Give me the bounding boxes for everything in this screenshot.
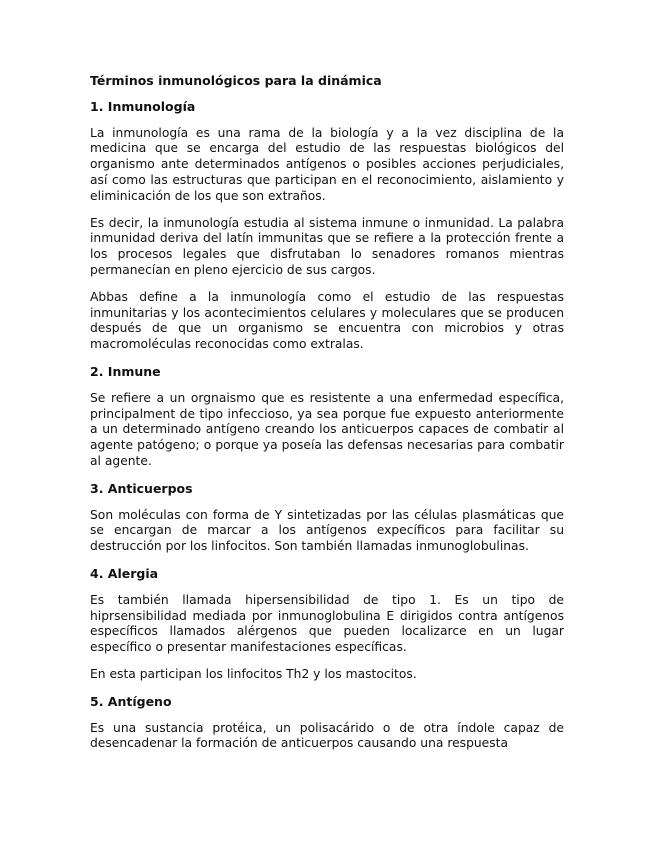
section-alergia xyxy=(90,566,564,683)
paragraph: Es también llamada hipersensibilidad de tipo 1. Es un tipo de hiprsensibilidad mediada por inmunoglobulina E dirigidos contra antígenos específicos llamados alérgenos que pueden localizarce en un lugar específico o presentar manifestaciones específicas. xyxy=(90,592,564,655)
section-heading: 3. Anticuerpos xyxy=(90,480,193,496)
section-heading: 4. Alergia xyxy=(90,565,159,581)
section-inmunologia xyxy=(90,99,564,353)
document-page xyxy=(90,73,564,752)
paragraph: Abbas define a la inmunología como el estudio de las respuestas inmunitarias y los acontecimientos celulares y moleculares que se producen después de que un organismo se encuentra con microbios y otras macromoléculas reconocidas como extralas. xyxy=(90,289,564,352)
section-heading: 5. Antígeno xyxy=(90,693,172,709)
paragraph: Son moléculas con forma de Y sintetizadas por las células plasmáticas que se encargan de marcar a los antígenos expecíficos para facilitar su destrucción por los linfocitos. Son también llamadas inmunoglobulinas. xyxy=(90,507,564,554)
section-inmune xyxy=(90,364,564,470)
section-heading: 1. Inmunología xyxy=(90,98,196,114)
paragraph: En esta participan los linfocitos Th2 y los mastocitos. xyxy=(90,666,417,681)
paragraph: Es decir, la inmunología estudia al sistema inmune o inmunidad. La palabra inmunidad deriva del latín immunitas que se refiere a la protección frente a los procesos legales que disfrutaban lo senadores romanos mientras permanecían en pleno ejercicio de sus cargos. xyxy=(90,215,564,277)
paragraph: Es una sustancia protéica, un polisacárido o de otra índole capaz de desencadenar la formación de anticuerpos causando una respuesta xyxy=(90,720,564,751)
paragraph: Se refiere a un orgnaismo que es resistente a una enfermedad específica, principalment de tipo infeccioso, ya sea porque fue expuesto anteriormente a un determinado antígeno creando los anticuerpos capaces de combatir al agente patógeno; o porque ya poseía las defensas necesarias para combatir al agente. xyxy=(90,390,564,468)
section-heading: 2. Inmune xyxy=(90,363,161,379)
section-antigeno xyxy=(90,694,564,752)
section-anticuerpos xyxy=(90,481,564,555)
document-title: Términos inmunológicos para la dinámica xyxy=(90,73,382,88)
paragraph: La inmunología es una rama de la biología y a la vez disciplina de la medicina que se encarga del estudio de las respuestas biológicos del organismo ante determinados antígenos o posibles acciones perjudiciales, así como las estructuras que participan en el reconocimiento, aislamiento y eliminicación de los que son extraños. xyxy=(90,125,564,203)
